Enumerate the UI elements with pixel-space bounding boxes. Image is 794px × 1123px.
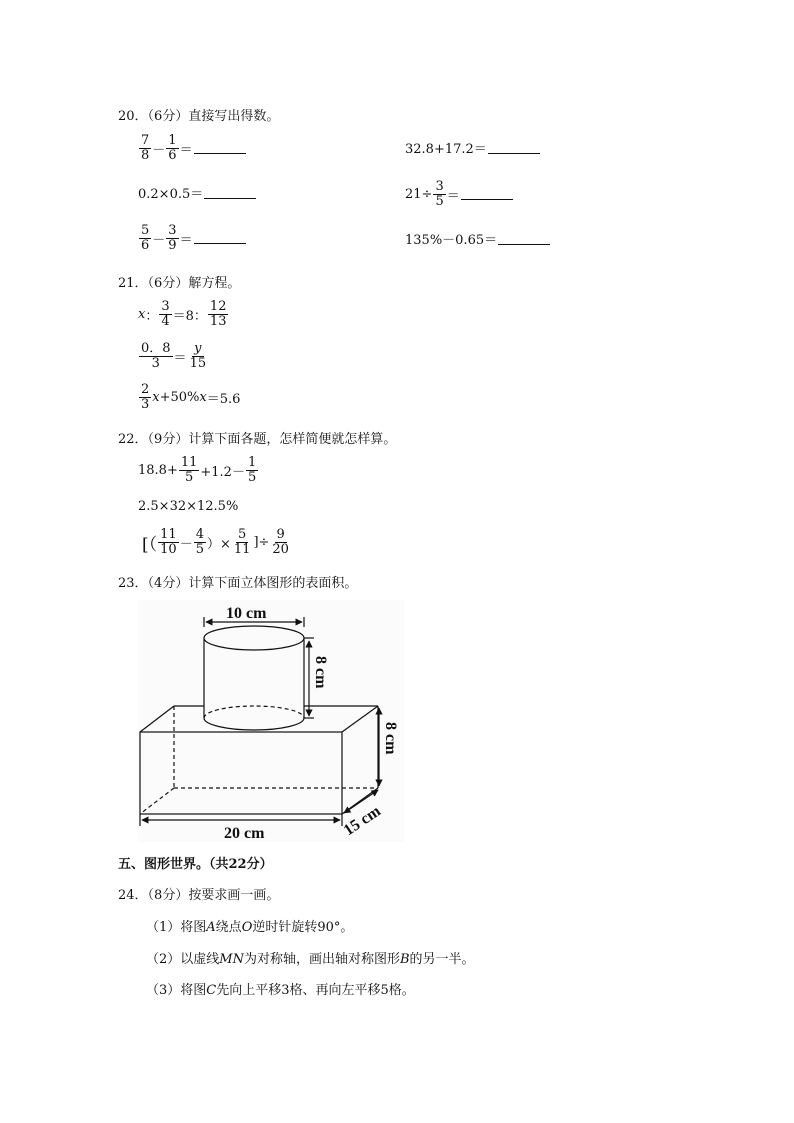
q21-eq-2: $\frac{0.8}{3}$ ＝ $\frac{y}{15}$ [141,341,207,371]
q20-expr-2: 32.8+17.2＝ [405,138,540,157]
fraction: $\frac{11}{5}$ [180,455,198,485]
answer-blank [488,142,540,154]
label-cylinder-height: 8 cm [312,656,329,689]
fraction: $\frac{2}{3}$ [141,382,150,412]
answer-blank [461,188,513,200]
q22-title: 22．（9分）计算下面各题，怎样简便就怎样算。 [118,432,397,447]
fraction: $\frac{0.8}{3}$ [141,341,171,371]
q22-expr-3: [（ $\frac{11}{10}$ － $\frac{4}{5}$ ）× $\frac{5}{11}$ ]÷ $\frac{9}{20}$ [142,527,289,557]
q20-expr-6: 135%－0.65＝ [405,229,550,248]
label-width: 20 cm [224,825,265,842]
answer-blank [194,142,246,154]
fraction: $\frac{5}{6}$ [141,223,150,253]
label-depth: 15 cm [340,802,384,840]
fraction: $\frac{3}{9}$ [168,223,177,253]
q20-expr-1: $\frac{7}{8}$ － $\frac{1}{6}$ ＝ [138,134,246,162]
fraction: $\frac{7}{8}$ [141,133,150,163]
fraction: $\frac{11}{10}$ [160,527,177,557]
solid-figure-diagram [138,600,404,842]
answer-blank [498,233,550,245]
q24-item-3: （3）将图C先向上平移3格、再向左平移5格。 [146,983,415,998]
fraction: $\frac{12}{13}$ [209,299,227,329]
cylinder-top [204,626,304,650]
fraction: $\frac{3}{4}$ [161,299,170,329]
q20-title: 20．（6分）直接写出得数。 [118,109,280,124]
q24-item-1: （1）将图A绕点O逆时针旋转90°。 [146,920,354,935]
fraction: $\frac{5}{11}$ [233,527,251,557]
fraction: $\frac{3}{5}$ [435,179,444,209]
q21-eq-1: x ： $\frac{3}{4}$ ＝8： $\frac{12}{13}$ [138,299,227,329]
fraction: $\frac{y}{15}$ [189,341,207,371]
label-top: 10 cm [226,605,267,622]
q20-expr-5: $\frac{5}{6}$ － $\frac{3}{9}$ ＝ [138,224,246,252]
q24-title: 24．（8分）按要求画一画。 [118,888,280,903]
q22-expr-2: 2.5×32×12.5% [138,499,239,514]
q20-expr-3: 0.2×0.5＝ [138,183,256,202]
answer-blank [194,232,246,244]
fraction: $\frac{1}{5}$ [247,455,257,485]
fraction: $\frac{4}{5}$ [195,527,204,557]
q23-title: 23．（4分）计算下面立体图形的表面积。 [118,576,358,591]
section-5-title: 五、图形世界。（共22分） [118,857,273,872]
label-box-height: 8 cm [382,722,399,755]
fraction: $\frac{1}{6}$ [168,133,177,163]
q24-item-2: （2）以虚线MN为对称轴，画出轴对称图形B的另一半。 [146,952,475,967]
q22-expr-1: 18.8+ $\frac{11}{5}$ +1.2－ $\frac{1}{5}$ [138,455,257,485]
q21-eq-3: $\frac{2}{3}$ x +50% x ＝5.6 [141,382,241,412]
answer-blank [204,187,256,199]
q21-title: 21．（6分）解方程。 [118,276,241,291]
fraction: $\frac{9}{20}$ [272,527,289,557]
q20-expr-4: 21÷ $\frac{3}{5}$ ＝ [405,180,513,208]
